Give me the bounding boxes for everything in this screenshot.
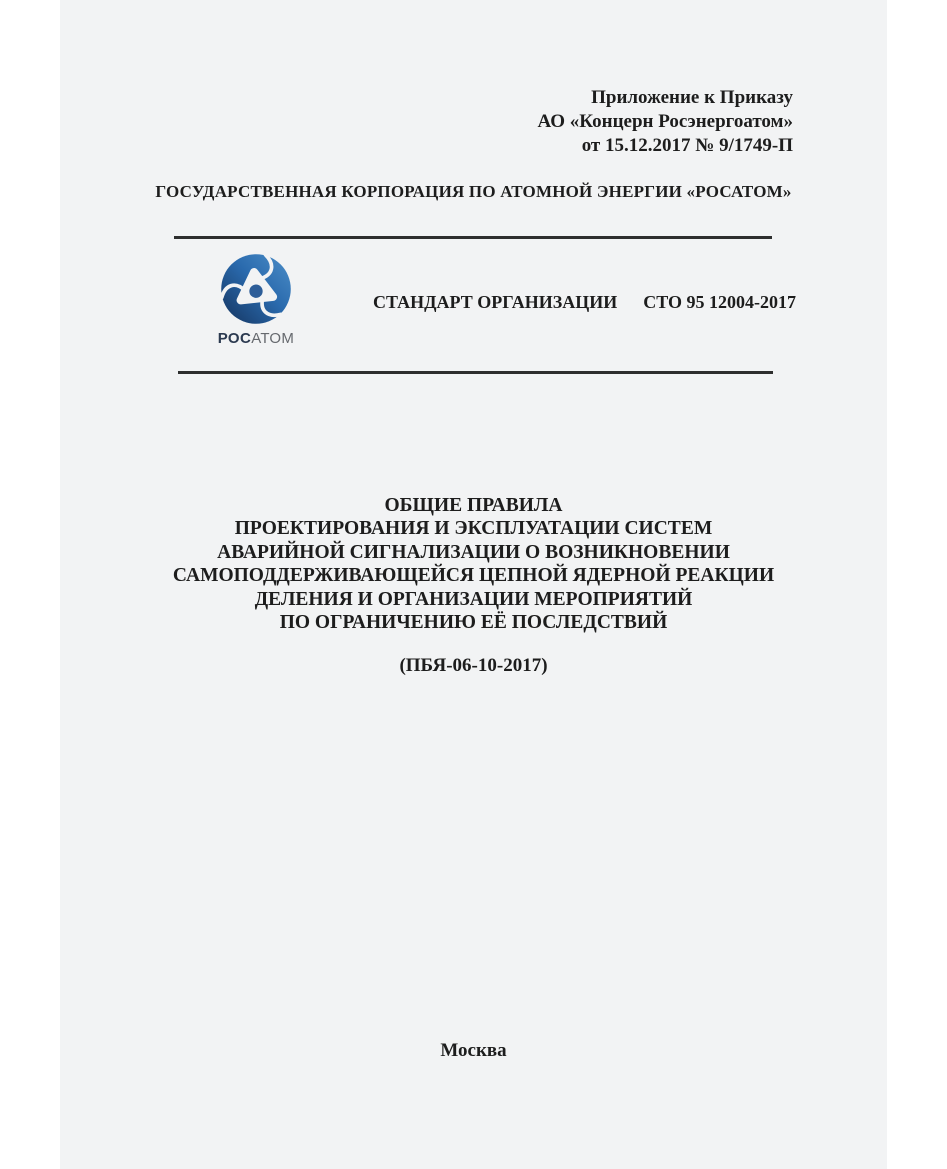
appendix-reference-block <box>537 86 793 158</box>
document-title-line: АВАРИЙНОЙ СИГНАЛИЗАЦИИ О ВОЗНИКНОВЕНИИ <box>217 541 730 563</box>
appendix-line-2: АО «Концерн Росэнергоатом» <box>537 111 793 132</box>
document-title <box>60 494 887 634</box>
standard-number: СТО 95 12004-2017 <box>643 292 796 312</box>
appendix-line-3: от 15.12.2017 № 9/1749-П <box>581 135 793 156</box>
appendix-line-1: Приложение к Приказу <box>591 87 793 108</box>
document-title-line: ДЕЛЕНИЯ И ОРГАНИЗАЦИИ МЕРОПРИЯТИЙ <box>254 588 693 610</box>
document-title-page <box>60 0 887 1169</box>
standard-designation-row <box>373 292 796 313</box>
document-title-line: ПРОЕКТИРОВАНИЯ И ЭКСПЛУАТАЦИИ СИСТЕМ <box>234 518 713 540</box>
rosatom-wordmark <box>216 330 296 347</box>
rosatom-wordmark-light: АТОМ <box>251 330 295 347</box>
document-title-line: САМОПОДДЕРЖИВАЮЩЕЙСЯ ЦЕПНОЙ ЯДЕРНОЙ РЕАКЦИИ <box>172 565 775 587</box>
horizontal-rule-bottom <box>178 371 773 374</box>
document-code: (ПБЯ-06-10-2017) <box>399 655 548 676</box>
document-title-line: ОБЩИЕ ПРАВИЛА <box>384 495 563 516</box>
rosatom-logo-icon <box>219 252 293 326</box>
standard-type-label: СТАНДАРТ ОРГАНИЗАЦИИ <box>373 292 618 312</box>
horizontal-rule-top <box>174 236 772 239</box>
rosatom-logo <box>216 252 296 347</box>
document-title-line: ПО ОГРАНИЧЕНИЮ ЕЁ ПОСЛЕДСТВИЙ <box>279 612 668 634</box>
corporation-heading: ГОСУДАРСТВЕННАЯ КОРПОРАЦИЯ ПО АТОМНОЙ ЭНЕРГИИ «РОСАТОМ» <box>155 182 792 201</box>
publication-city: Москва <box>440 1040 507 1061</box>
rosatom-wordmark-bold: РОС <box>217 330 252 347</box>
